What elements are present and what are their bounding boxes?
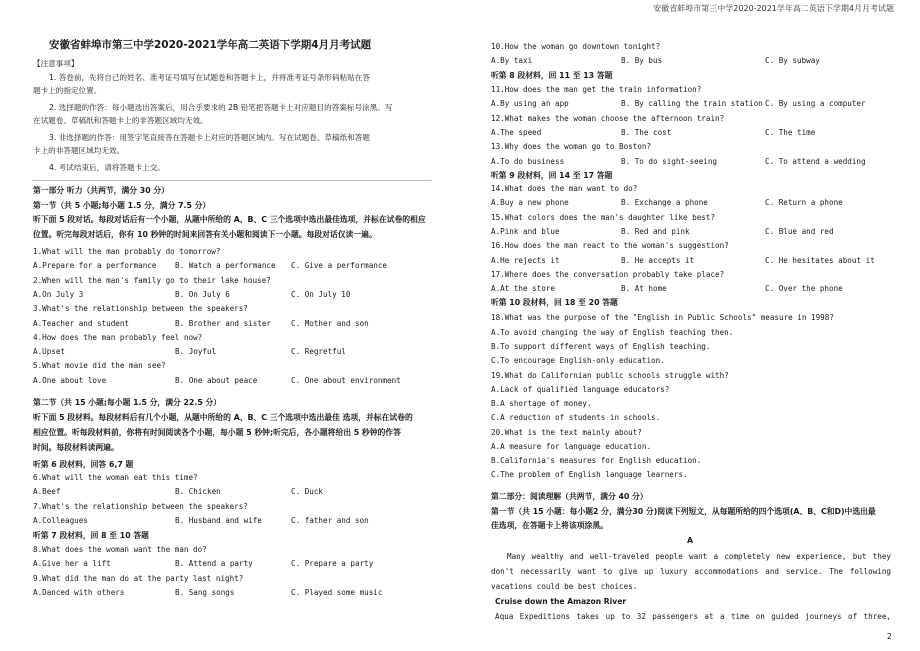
passage-line: Many wealthy and well-traveled people want a completely new experience, but they	[507, 552, 891, 561]
option-a: A.One about love	[33, 375, 107, 385]
question-text: 20.What is the text mainly about?	[491, 428, 642, 437]
section1-instruction: 位置。听完每段对话后，你有 10 秒钟的时间来回答有关小题和阅读下一小题。每段对话仅读一遍。	[33, 230, 377, 239]
option-b: B. Joyful	[175, 347, 217, 357]
material-heading: 听第 9 段材料，回 14 至 17 答题	[491, 171, 613, 180]
option-c: C. Return a phone	[765, 198, 843, 208]
option: B.A shortage of money.	[491, 399, 592, 408]
question-text: 1.What will the man probably do tomorrow?	[33, 247, 221, 256]
option-b: B. Red and pink	[621, 226, 690, 236]
section2-instruction: 听下面 5 段材料。每段材料后有几个小题，从题中所给的 A、B、C 三个选项中选出最佳 选项，并标在试卷的	[33, 413, 413, 422]
option-b: B. By calling the train station	[621, 99, 763, 109]
option-b: B. The cost	[621, 127, 672, 137]
part2-instruction: 第一节（共 15 小题：每小题2 分，满分30 分)阅读下列短文，从每题所给的四个选项(A、B、C和D)中选出最	[491, 507, 876, 516]
question-text: 9.What did the man do at the party last night?	[33, 573, 244, 583]
passage-subheading: Cruise down the Amazon River	[495, 597, 627, 606]
option-b: B. He accepts it	[621, 255, 695, 265]
option-c: C. He hesitates about it	[765, 255, 875, 265]
option-a: A.Prepare for a performance	[33, 261, 157, 271]
option-c: C. Duck	[291, 487, 324, 497]
option-a: A.By using an app	[491, 99, 569, 109]
option: A.A measure for language education.	[491, 442, 652, 451]
passage-line: Aqua Expeditions takes up to 32 passengers at a time on guided journeys of three,	[495, 612, 891, 621]
option-b: B. At home	[621, 284, 667, 294]
option-a: A.By taxi	[491, 56, 533, 66]
question-text: 12.What makes the woman choose the afternoon train?	[491, 113, 725, 123]
section1-instruction: 听下面 5 段对话。每段对话后有一个小题，从题中所给的 A、B、C 三个选项中选出最佳选项，并标在试卷的相应	[33, 215, 426, 224]
option-a: A.At the store	[491, 284, 556, 294]
option-c: C. The time	[765, 127, 816, 137]
notice-line: 3. 非选择题的作答：用签字笔直接答在答题卡上对应的答题区域内。写在试题卷、草稿纸和答题	[49, 133, 370, 142]
option-a: A.The speed	[491, 127, 542, 137]
question-text: 18.What was the purpose of the "English in Public Schools" measure in 1998?	[491, 313, 834, 322]
section2-instruction: 相应位置。听每段材料前，你将有时间阅读各个小题，每小题 5 秒钟;听完后，各小题将给出 5 秒钟的作答	[33, 428, 401, 437]
passage-letter: A	[687, 536, 694, 545]
option-a: A.Give her a lift	[33, 559, 111, 569]
question-text: 8.What does the woman want the man do?	[33, 545, 207, 554]
option-c: C. Blue and red	[765, 226, 834, 236]
question-text: 17.Where does the conversation probably take place?	[491, 269, 725, 279]
option-b: B. Husband and wife	[175, 515, 262, 525]
part2-heading: 第二部分：阅读理解（共两节，满分 40 分）	[491, 492, 648, 501]
option-b: B. Sang songs	[175, 587, 235, 597]
notice-line: 2. 选择题的作答：每小题选出答案后，用合乎要求的 2B 铅笔把答题卡上对应题目的答案标号涂黑。写	[49, 103, 393, 112]
part2-instruction: 佳选项，在答题卡上将该项涂黑。	[491, 521, 608, 530]
option-c: C. By subway	[765, 56, 820, 66]
question-text: 2.When will the man's family go to their lake house?	[33, 275, 271, 285]
page-title: 安徽省蚌埠市第三中学2020-2021学年高二英语下学期4月月考试题	[49, 39, 372, 51]
notice-heading: 【注意事项】	[33, 59, 79, 68]
question-text: 14.What does the man want to do?	[491, 184, 638, 193]
option-a: A.On July 3	[33, 289, 84, 299]
question-text: 13.Why does the woman go to Boston?	[491, 142, 652, 152]
option: C.A reduction of students in schools.	[491, 413, 661, 422]
option-b: B. Exchange a phone	[621, 198, 708, 208]
question-text: 3.What's the relationship between the speakers?	[33, 304, 248, 314]
notice-line: 1. 答卷前，先将自己的姓名、准考证号填写在试题卷和答题卡上，并将准考证号条形码粘贴在答	[49, 73, 370, 82]
divider	[33, 180, 431, 181]
option-a: A.Upset	[33, 347, 66, 357]
material-heading: 听第 6 段材料，回答 6,7 题	[33, 460, 134, 469]
passage-line: don't necessarily want to give up luxury accommodations and service. The following	[491, 567, 891, 576]
option-a: A.Teacher and student	[33, 318, 130, 328]
option: B.California's measures for English education.	[491, 456, 702, 465]
page-number: 2	[886, 632, 892, 641]
question-text: 5.What movie did the man see?	[33, 361, 166, 371]
part1-heading: 第一部分 听力（共两节，满分 30 分）	[33, 186, 169, 195]
option-b: B. Attend a party	[175, 559, 253, 569]
option-b: B. Chicken	[175, 487, 221, 497]
option-a: A.Pink and blue	[491, 226, 560, 236]
option-b: B. One about peace	[175, 375, 258, 385]
option-b: B. To do sight-seeing	[621, 156, 718, 166]
option: A.Lack of qualified language educators?	[491, 385, 670, 394]
page-header: 安徽省蚌埠市第三中学2020-2021学年高二英语下学期4月月考试题	[653, 4, 894, 13]
option-b: B. On July 6	[175, 289, 230, 299]
option-a: A.Colleagues	[33, 515, 88, 525]
question-text: 6.What will the woman eat this time?	[33, 473, 198, 482]
option-a: A.To do business	[491, 156, 565, 166]
option: A.To avoid changing the way of English teaching then.	[491, 328, 734, 337]
question-text: 16.How does the man react to the woman's suggestion?	[491, 241, 729, 251]
option-c: C. On July 10	[291, 289, 351, 299]
option-a: A.Buy a new phone	[491, 198, 569, 208]
material-heading: 听第 7 段材料，回 8 至 10 答题	[33, 531, 149, 540]
option-c: C. Regretful	[291, 347, 346, 357]
question-text: 7.What's the relationship between the speakers?	[33, 501, 248, 511]
material-heading: 听第 10 段材料，回 18 至 20 答题	[491, 298, 618, 307]
section1-heading: 第一节（共 5 小题;每小题 1.5 分，满分 7.5 分）	[33, 201, 211, 210]
option-c: C. Prepare a party	[291, 559, 374, 569]
question-text: 11.How does the man get the train information?	[491, 85, 702, 94]
option-b: B. By bus	[621, 56, 663, 66]
material-heading: 听第 8 段材料，回 11 至 13 答题	[491, 71, 613, 80]
option: C.To encourage English-only education.	[491, 356, 665, 365]
notice-line: 题卡上的指定位置。	[33, 86, 102, 95]
option: C.The problem of English language learners.	[491, 470, 688, 479]
option-c: C. Played some music	[291, 587, 383, 597]
option-c: C. Mother and son	[291, 318, 369, 328]
question-text: 10.How the woman go downtown tonight?	[491, 42, 661, 51]
option-c: C. One about environment	[291, 375, 401, 385]
option-b: B. Watch a performance	[175, 261, 276, 271]
option-c: C. father and son	[291, 515, 369, 525]
option-a: A.He rejects it	[491, 255, 560, 265]
question-text: 19.What do Californian public schools struggle with?	[491, 371, 729, 380]
option-c: C. By using a computer	[765, 99, 866, 109]
notice-line: 4. 考试结束后，请将答题卡上交。	[49, 163, 165, 172]
notice-line: 在试题卷、草稿纸和答题卡上的非答题区域均无效。	[33, 116, 208, 125]
option-c: C. Give a performance	[291, 261, 388, 271]
option-c: C. To attend a wedding	[765, 156, 866, 166]
option: B.To support different ways of English teaching.	[491, 342, 711, 351]
question-text: 15.What colors does the man's daughter like best?	[491, 212, 716, 222]
question-text: 4.How does the man probably feel now?	[33, 332, 203, 342]
option-b: B. Brother and sister	[175, 318, 272, 328]
option-a: A.Danced with others	[33, 587, 125, 597]
section2-instruction: 时间。每段材料读两遍。	[33, 443, 119, 452]
option-a: A.Beef	[33, 487, 61, 497]
notice-line: 卡上的非答题区域均无效。	[33, 146, 125, 155]
option-c: C. Over the phone	[765, 284, 843, 294]
passage-line: vacations could be best choices.	[491, 582, 638, 591]
section2-heading: 第二节（共 15 小题;每小题 1.5 分，满分 22.5 分）	[33, 398, 222, 407]
